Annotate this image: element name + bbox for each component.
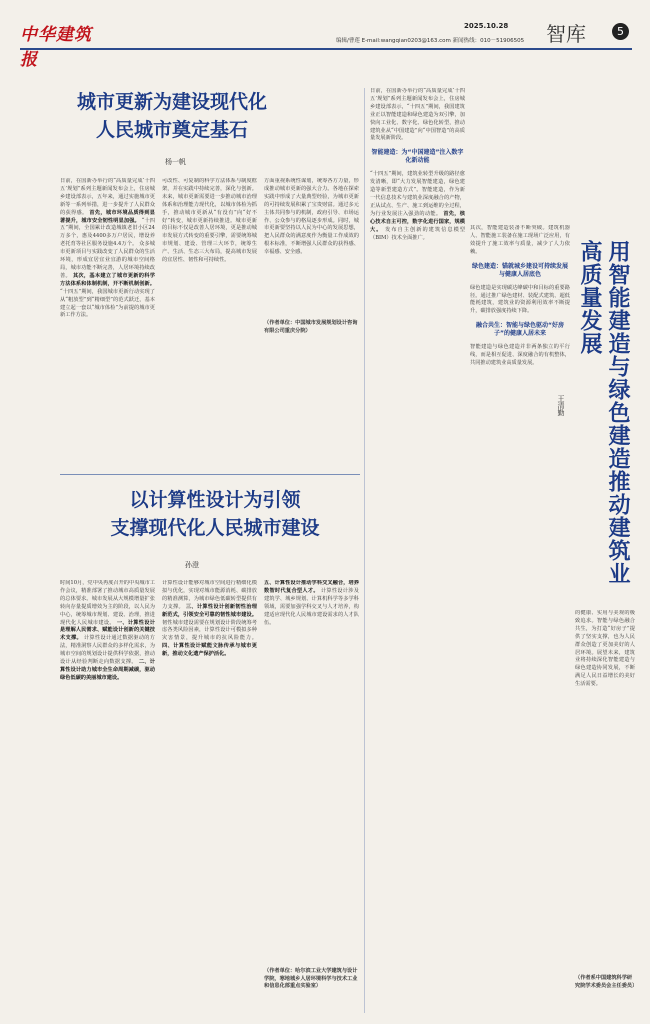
article1-col3-text: 方面重视系统性谋划，统筹各方力量，形成推动城市更新的强大合力。各地在探索实践中形成了大量典型经验，为城市更新的可持续发展积累了宝贵财富。通过多元主体共同参与的机制，政府引导、市场运作、公众参与的格局逐步形成。同时，城市更新要坚持以人民为中心的发展思想，把人民群众的满意度作为衡量工作成效的根本标准，不断增强人民群众的获得感、幸福感、安全感。 xyxy=(264,178,359,256)
article2-subhead-3: 三、计算性设计创新韧性治理新范式，引领安全可靠的韧性城市建设。 xyxy=(162,603,257,618)
article2-col2-text2: 韧性城市建设需要在规划设计阶段统筹考虑各类风险因素，计算性设计可模拟多种灾害情景，提升城市的抗风险能力。 xyxy=(162,619,257,642)
article3-colB-text3: 智能建造与绿色建造并非两条独立的平行线，而是相互促进、深度融合的有机整体，共同推动建筑业高质量发展。 xyxy=(470,344,570,367)
article1-author-note: （作者单位：中国城市发展规划设计咨询有限公司重庆分院） xyxy=(264,320,358,334)
article-divider xyxy=(60,474,360,475)
article1-column-2 xyxy=(162,178,257,468)
article2-title-line1: 以计算性设计为引领 xyxy=(129,489,301,511)
article3-author: 王清勤 xyxy=(557,395,565,416)
article1-subhead-1: 首先，城市环境品质得到显著提升，城市安全韧性明显加强。 xyxy=(60,209,155,224)
article3-subhead-1: 智能建造：为“中国建造”注入数字化新动能 xyxy=(371,149,464,165)
article2-col2-text: 计算性设计能够对城市空间进行精细化模拟与优化，实现对城市能源消耗、碳排放的精准测算，为城市绿色低碳转型提供有力支撑。 xyxy=(162,580,257,610)
article3-subhead-3: 绿色建造：锚就城乡建设可持续发展与健康人居底色 xyxy=(471,262,568,278)
article1-title xyxy=(42,88,302,144)
page-number-badge: 5 xyxy=(612,23,629,40)
article1-column-1 xyxy=(60,178,155,468)
article2-col3-text: 计算性设计涉及建筑学、城乡规划、计算机科学等多学科领域，需要加强学科交叉与人才培养，构建适应现代化人民城市建设需求的人才队伍。 xyxy=(264,587,359,626)
article2-subhead-4: 四、计算性设计赋能文脉传承与城市更新，推动文化遗产保护活化。 xyxy=(162,643,257,658)
masthead-logo xyxy=(20,20,105,70)
article1-text-1: “十四五”期间，全国累计改造城镇老旧小区24万多个，惠及4400多万户居民，增设养老托育等社区服务设施4.4万个。 xyxy=(60,217,155,248)
article1-title-line2: 人民城市奠定基石 xyxy=(95,119,248,141)
section-name: 智库 xyxy=(546,22,586,46)
article3-colC-text: 的健康、实用与美观的极致追求。智能与绿色融合共生，为打造“好房子”提供了坚实支撑，也为人民群众创造了更加美好的人居环境。展望未来，建筑业将持续深化智能建造与绿色建造协同发展，不断满足人民日益增长的美好生活需要。 xyxy=(575,610,635,688)
header-rule xyxy=(20,48,632,50)
article2-column-2 xyxy=(162,580,257,1010)
article2-author-note: （作者单位：哈尔滨工业大学建筑与设计学院，寒地城乡人居环境科学与技术工业和信息化部重点实验室） xyxy=(264,968,358,989)
article1-column-3 xyxy=(264,178,359,318)
article3-column-a xyxy=(370,88,465,1013)
article2-title-line2: 支撑现代化人民城市建设 xyxy=(110,517,320,539)
article3-subhead-2: 首先，核心技术自主可控，数字化进行国家，规模大。 xyxy=(370,210,465,233)
article3-colA-text3: 发布自主创新的建筑信息模型（BIM）技术全面推广。 xyxy=(370,226,465,241)
article3-column-b xyxy=(470,225,570,1015)
article3-colB-text2: 绿色建造是实现碳达峰碳中和目标的重要路径。通过推广绿色建材、装配式建筑、超低能耗建筑，建筑业的资源利用效率不断提升，碳排放强度持续下降。 xyxy=(470,284,570,315)
article2-col1-text: 时间10月，党中央再度召开的中央城市工作会议，精准部署了推动城市高质量发展的总体要求。城市发展从大规模增量扩张转向存量提质增效为主的阶段，以人民为中心，统筹城市规划、建设、治理，推进现代化人民城市建设。 xyxy=(60,580,155,626)
article2-subhead-2: 二、计算性设计助力城市全生命周期减碳，驱动绿色低碳的美丽城市建设。 xyxy=(60,659,155,681)
article2-title xyxy=(70,486,360,542)
article1-text-3: “十四五”期间，我国城市更新行动实现了从“粗放型”到“精细型”的范式跃迁，基本建立起一套以“城市体检”为前提的城市更新工作方法。 xyxy=(60,288,155,319)
article3-colA-text: 日前，在国新办举行的“高质量完成‘十四五’规划”系列主题新闻发布会上，住房城乡建设部表示，“十四五”期间，我国建筑业正以智能建造和绿色建造为双引擎，加快向工业化、数字化、绿色化转型，推动建筑业从“中国建造”向“中国智造”的高质量发展新阶段。 xyxy=(370,88,465,142)
article2-subhead-5: 五、计算性设计推动学科交叉融合，培养数智时代复合型人才。 xyxy=(264,580,359,594)
masthead-text: 中华建筑报 xyxy=(20,25,92,70)
article2-subhead-1: 一、计算性设计是理解人民需求、赋能设计创新的关键技术支撑。 xyxy=(60,619,155,642)
article3-colA-text2: “十四五”期间，建筑业转型升级的路径愈发清晰，即“大力发展智能建造，绿色建造等新型建造方式”。智能建造，作为新一代信息技术与建筑业深度融合的产物，正从试点、生产、施工到运维的全过程，为行业发展注入强劲的动能。 xyxy=(370,171,465,217)
column-divider xyxy=(364,88,365,1013)
article3-author-note: （作者系中国建筑科学研究院学术委员会主任委员） xyxy=(575,975,638,989)
article3-title: 用智能建造与绿色建造推动建筑业高质量发展 xyxy=(577,240,630,585)
editor-contact: 编辑/曹莲 E-mail:wangqian0203@163.com 新闻热线：010－51906505 xyxy=(336,38,525,44)
article3-column-c xyxy=(575,610,635,970)
article1-title-line1: 城市更新为建设现代化 xyxy=(76,91,267,113)
article2-col1-text2: 计算性设计通过数据驱动的方法，精准洞察人民群众的多样化需求，为城市空间的规划设计提供科学依据，推动设计从经验判断走向数据支撑。 xyxy=(60,635,155,666)
article2-column-3 xyxy=(264,580,359,965)
article1-lead: 日前，在国新办举行的“高质量完成‘十四五’规划”系列主题新闻发布会上，住房城乡建设部表示，五年来，通过实施城市更新等一系列举措，进一步提升了人民群众的获得感。 xyxy=(60,178,155,216)
article1-text-2: 众多城市更新项目与实践改变了人民群众的生活环境，形成宜居宜业宜游的城市空间格局，城市功能不断完善，人居环境持续改善。 xyxy=(60,241,155,279)
article1-col2-text: 可改性、可复制的科学方法体系与制度框架，并在实践中持续完善，深化与创新。未来，城市更新需要进一步推动城市治理体系和治理能力现代化，以城市体检为抓手，推动城市更新从“有没有”向“好不好”转变，城市更新持续推进。城市更新的目标不仅是改善人居环境，更是推动城市发展方式转变的重要引擎，需要统筹城市规划、建设、管理三大环节，统筹生产、生活、生态三大布局，提高城市发展的宜居性、韧性和可持续性。 xyxy=(162,178,257,264)
article3-colB-text: 其次，智能建造装备不断突破。建筑机器人、智能施工装备在施工现场广泛应用，有效提升了施工效率与质量，减少了人力依赖。 xyxy=(470,225,570,255)
article2-column-1 xyxy=(60,580,155,1010)
article1-author: 杨一帆 xyxy=(165,158,186,166)
article1-subhead-2: 其次，基本建立了城市更新的科学方法体系和体制机制，开不断机制创新。 xyxy=(60,272,155,287)
article3-subhead-4: 融合共生：智能与绿色驱动“好房子”的健康人居未来 xyxy=(476,322,564,338)
article2-author: 孙澄 xyxy=(185,561,199,569)
issue-date: 2025.10.28 xyxy=(464,22,509,30)
